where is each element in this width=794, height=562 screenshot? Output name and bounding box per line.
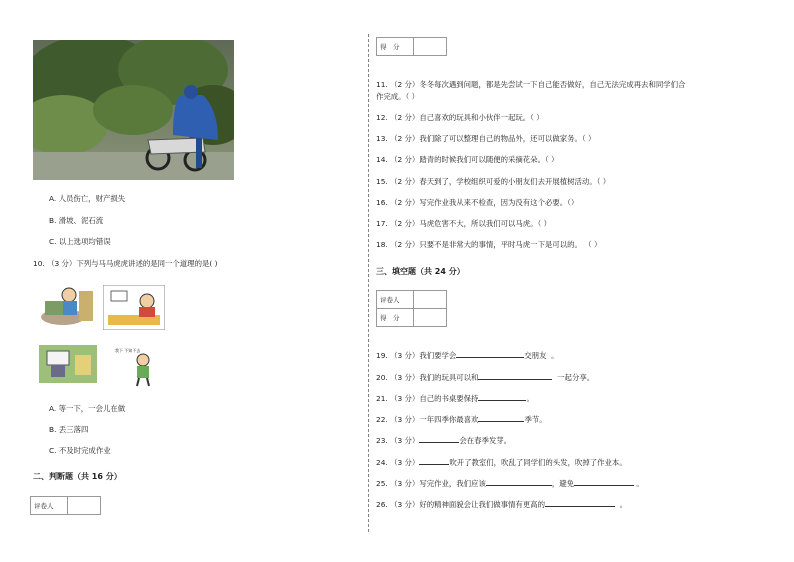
answer-blank[interactable]: [478, 372, 552, 380]
answer-blank[interactable]: [478, 393, 526, 401]
q10-option-b[interactable]: B. 丢三落四: [49, 425, 89, 434]
cartoon-caption: 我下 不知不去: [115, 348, 141, 353]
answer-blank[interactable]: [419, 457, 449, 465]
question-10: 10. （3 分）下列与马马虎虎讲述的是同一个道理的是( ): [33, 259, 218, 268]
cartoon-messy-child: [39, 283, 101, 332]
q10-option-a[interactable]: A. 等一下，一会儿在做: [49, 404, 126, 413]
answer-blank[interactable]: [478, 414, 524, 422]
cartoon-classroom-scene: [39, 345, 97, 387]
score-table-top: [376, 37, 447, 56]
judge-item-13: 13. （2 分）我们除了可以整理自己的物品外，还可以做家务。（ ）: [376, 134, 596, 143]
judge-item-18: 18. （2 分）只要不是非常大的事情，平时马虎一下是可以的。 （ ）: [376, 240, 602, 249]
answer-blank[interactable]: [545, 499, 615, 507]
score-label: 得 分: [377, 309, 414, 327]
fill-item-20: 20. （3 分）我们的玩具可以和 一起分享。: [376, 373, 595, 382]
grader-label: 评卷人: [377, 291, 414, 309]
grader-field[interactable]: [414, 291, 447, 309]
fill-item-22: 22. （3 分）一年四季你最喜欢 季节。: [376, 415, 547, 424]
judge-item-16: 16. （2 分）写完作业我从来不检查，因为没有这个必要。（）: [376, 198, 579, 207]
fill-item-21: 21. （3 分）自己的书桌要保持 。: [376, 394, 534, 403]
cartoon-student-desk: [103, 285, 165, 334]
fill-item-19: 19. （3 分）我们要学会 交朋友 。: [376, 351, 559, 360]
grader-score-table-section3: [376, 290, 447, 327]
judge-item-17: 17. （2 分）马虎危害不大，所以我们可以马虎。（ ）: [376, 219, 552, 228]
grader-field[interactable]: [68, 497, 101, 515]
section-3-title: 三、填空题（共 24 分）: [376, 267, 465, 276]
answer-blank[interactable]: [574, 478, 634, 486]
q9-option-b[interactable]: B. 滑坡、泥石流: [49, 216, 104, 225]
q9-option-a[interactable]: A. 人员伤亡，财产损失: [49, 194, 126, 203]
judge-item-15: 15. （2 分）春天到了，学校组织可爱的小朋友们去开展植树活动。（ ）: [376, 177, 611, 186]
q9-option-c[interactable]: C. 以上选项均错误: [49, 237, 111, 246]
answer-blank[interactable]: [456, 350, 524, 358]
answer-blank[interactable]: [419, 435, 459, 443]
judge-item-11-line1: 11. （2 分）冬冬每次遇到问题，都是先尝试一下自己能否做好，自己无法完成再去和同学们合: [376, 80, 686, 89]
score-label: 得 分: [377, 38, 414, 56]
score-field[interactable]: [414, 309, 447, 327]
cartoon-child-walking: [125, 352, 161, 391]
fill-item-23: 23. （3 分） 会在春季发芽。: [376, 436, 512, 445]
fill-item-26: 26. （3 分）好的精神面貌会让我们做事情有更高的 。: [376, 500, 628, 509]
answer-blank[interactable]: [486, 478, 552, 486]
fill-item-24: 24. （3 分） 吹开了教室们，吹乱了同学们的头发，吹掉了作业本。: [376, 458, 627, 467]
grader-label: 评卷人: [31, 497, 68, 515]
section-2-title: 二、判断题（共 16 分）: [33, 472, 122, 481]
column-divider: [368, 34, 369, 532]
judge-item-12: 12. （2 分）自己喜欢的玩具和小伙伴一起玩。（ ）: [376, 113, 544, 122]
score-field[interactable]: [414, 38, 447, 56]
judge-item-14: 14. （2 分）踏青的时候我们可以随便的采摘花朵。（ ）: [376, 155, 559, 164]
storm-motorcycle-photo: [33, 40, 234, 180]
fill-item-25: 25. （3 分）写完作业，我们应该 ，避免 。: [376, 479, 644, 488]
q10-option-c[interactable]: C. 不及时完成作业: [49, 446, 111, 455]
judge-item-11-line2: 作完成。（ ）: [376, 92, 419, 101]
grader-table-section2: [30, 496, 101, 515]
